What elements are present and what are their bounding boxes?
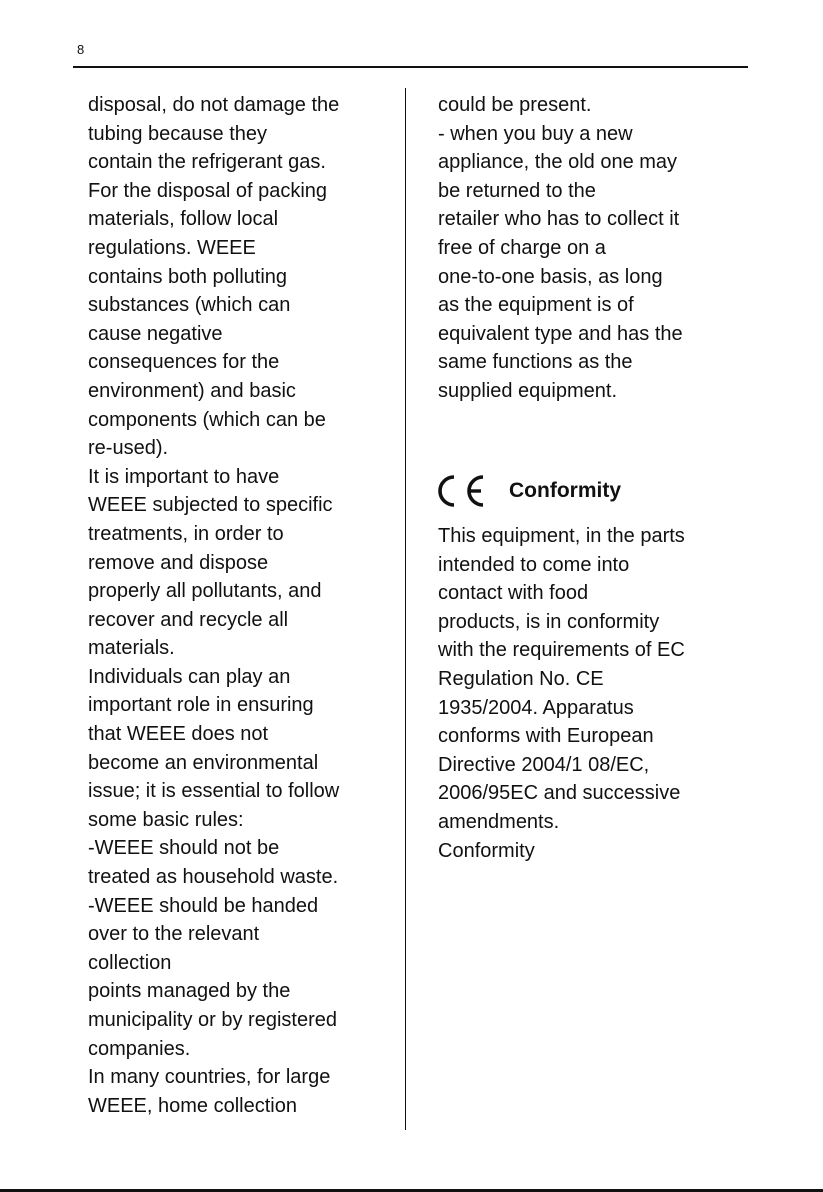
text-line: contact with food [438, 582, 589, 605]
text-line: conforms with European [438, 725, 654, 748]
text-line: intended to come into [438, 553, 630, 576]
text-line: that WEEE does not [88, 723, 269, 746]
text-line: contain the refrigerant gas. [88, 151, 326, 174]
text-line: issue; it is essential to follow [88, 780, 340, 803]
text-line: -WEEE should be handed [88, 894, 319, 917]
text-line: 1935/2004. Apparatus [438, 696, 634, 719]
text-line: consequences for the [88, 351, 280, 374]
text-line: appliance, the old one may [438, 151, 678, 174]
text-line: products, is in conformity [438, 610, 660, 633]
text-line: as the equipment is of [438, 294, 634, 317]
text-line: equivalent type and has the [438, 322, 683, 345]
text-line: Regulation No. CE [438, 667, 604, 690]
text-line: remove and dispose [88, 551, 269, 574]
text-line: -WEEE should not be [88, 837, 280, 860]
text-line: - when you buy a new [438, 122, 633, 145]
text-line: points managed by the [88, 980, 291, 1003]
text-line: some basic rules: [88, 808, 244, 831]
text-line: contains both polluting [88, 265, 288, 288]
text-line: Conformity [438, 839, 535, 862]
text-line: companies. [88, 1037, 191, 1060]
text-line: retailer who has to collect it [438, 208, 680, 231]
text-line: treatments, in order to [88, 522, 284, 545]
text-line: treated as household waste. [88, 866, 339, 889]
text-line: cause negative [88, 322, 223, 345]
text-line: free of charge on a [438, 236, 606, 259]
conformity-heading [437, 474, 621, 508]
text-line: municipality or by registered [88, 1009, 337, 1031]
text-line: recover and recycle all [88, 608, 289, 631]
page-number: 8 [77, 42, 85, 57]
conformity-text [438, 522, 738, 865]
text-line: In many countries, for large [88, 1066, 331, 1089]
ce-mark-icon [437, 474, 487, 508]
text-line: Directive 2004/1 08/EC, [438, 753, 650, 776]
text-line: supplied equipment. [438, 379, 618, 402]
text-line: re-used). [88, 437, 169, 460]
header-rule [73, 66, 748, 68]
text-line: materials, follow local [88, 208, 279, 231]
text-line: disposal, do not damage the [88, 94, 340, 116]
column-divider [405, 88, 406, 1130]
text-line: could be present. [438, 94, 592, 116]
text-line: components (which can be [88, 408, 326, 431]
conformity-title: Conformity [509, 479, 621, 502]
text-line: properly all pollutants, and [88, 580, 322, 603]
text-line: substances (which can [88, 294, 291, 317]
text-line: It is important to have [88, 465, 280, 488]
text-line: become an environmental [88, 751, 319, 774]
text-line: be returned to the [438, 179, 596, 202]
text-line: with the requirements of EC [438, 639, 685, 662]
text-line: tubing because they [88, 122, 268, 145]
text-line: Individuals can play an [88, 665, 291, 688]
text-line: collection [88, 951, 172, 974]
left-column-text [88, 91, 388, 1120]
text-line: over to the relevant [88, 923, 260, 946]
text-line: environment) and basic [88, 379, 296, 402]
text-line: WEEE, home collection [88, 1094, 297, 1117]
text-line: important role in ensuring [88, 694, 314, 717]
text-line: regulations. WEEE [88, 236, 256, 259]
text-line: amendments. [438, 810, 560, 833]
text-line: same functions as the [438, 351, 633, 374]
text-line: materials. [88, 637, 175, 660]
text-line: This equipment, in the parts [438, 525, 685, 547]
text-line: WEEE subjected to specific [88, 494, 333, 517]
text-line: one-to-one basis, as long [438, 265, 663, 288]
text-line: 2006/95EC and successive [438, 782, 681, 805]
text-line: For the disposal of packing [88, 179, 328, 202]
right-column-text [438, 91, 738, 406]
